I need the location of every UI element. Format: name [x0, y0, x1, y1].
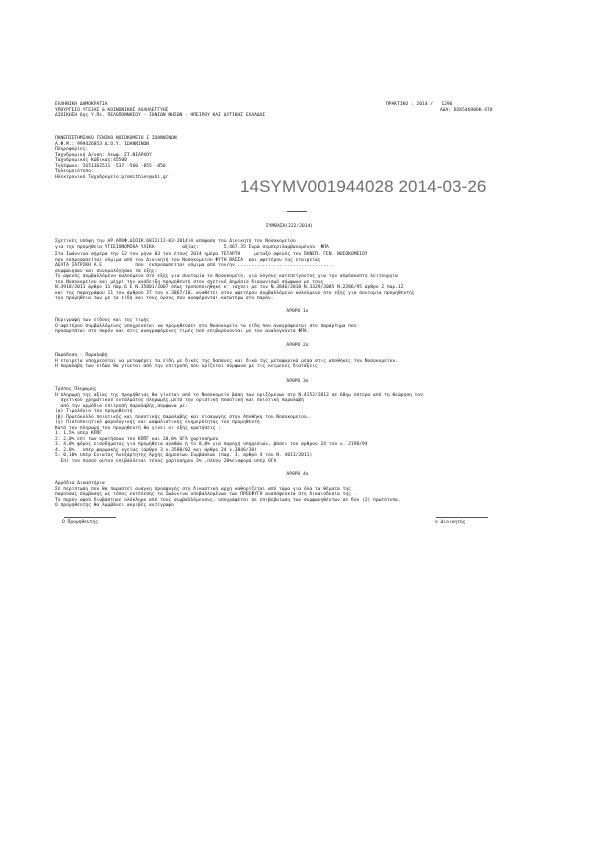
article-line: Ο προμηθευτής θα λαμβάνει ακριβές αντίγραφο	[55, 503, 174, 508]
article-heading: ΑΡΘΡΟ 3ο	[286, 379, 309, 384]
hospital-line: ΠΑΝΕΠΙΣΤΗΜΙΑΚΟ ΓΕΝΙΚΟ ΝΟΣΟΚΟΜΕΙΟ Ι ΙΩΑΝΝΙΝΩΝ	[55, 136, 177, 141]
header-line: ΕΛΛΗΝΙΚΗ ΔΗΜΟΚΡΑΤΙΑ	[55, 102, 108, 107]
article-line: Η εταιρεία υποχρεούται να μεταφέρει τα είδη με δικές της δαπάνες και δικά της μεταφορικά μέσα στις αποθήκες του Νοσοκομείου.	[55, 358, 398, 364]
ada-code: ΑΔΑ: ΒΙΚ546906Κ-47Θ	[440, 107, 493, 113]
intro-line: την προμήθεια των με τα είδη και τους όρους που αναφέρονται κατωτέρω στο παρόν.	[55, 296, 274, 301]
intro-line: Ν.3918/2011 άρθρο 11 παρ.6 Ε Ν.35801/2007 όπως τροποποιήθηκε κ' ισχύει με τον Ν.3846/2010 Ν.3329/2005 Ν.2286/95 άρθρο 2 παρ.12	[55, 285, 404, 290]
intro-line: και της παραγράφου 11 του άρθρου 27 του ν.3867/10, αναθέτει στον αφετέρου συμβαλλόμενο καλούμενο στο εξής για συντομία προμηθευτής	[55, 290, 415, 296]
article-line: Επί του ποσού αυτού επιβάλλεται τέλος χαρτοσήμου 3% ,πλέον 20%εισφορά υπέρ ΟΓΑ	[55, 458, 277, 464]
header-line: ΔΙΟΙΚΗΣΗ 6ης Υ.Πε. ΠΕΛΟΠΟΝΝΗΣΟΥ - ΙΟΝΙΩΝ ΝΗΣΩΝ - ΗΠΕΙΡΟΥ ΚΑΙ ΔΥΤΙΚΗΣ ΕΛΛΑΔΑΣ	[55, 113, 266, 118]
protocol-number: ΠΡΑΚΤΙΚΟ : 2014 / 1296	[386, 102, 453, 107]
signature-line-right	[436, 517, 488, 518]
stamp-underline	[287, 211, 307, 212]
article-line: σχετικού χρηματικού εντάλματος πληρωμής,μετά την οριστική ποσοτική και ποιοτική παραλαβή	[55, 398, 304, 403]
article-line: από την αρμόδια επιτροπή παραλαβής,σύμφωνα με:	[55, 403, 188, 409]
article-line: Κατά την πληρωμή του προμηθευτή θα γίνει οι εξής κρατήσεις :	[55, 425, 221, 431]
article-line: Ο αφετέρου συμβαλλόμενος υποχρεούται να προμηθεύσει στο Νοσοκομείο τα είδη που αναγράφονται στο παράρτημα που	[55, 323, 357, 329]
article-line: Περιγραφή των είδους και της τιμής	[55, 318, 150, 323]
director-signature-label: ο Διοικητής	[435, 520, 466, 525]
article-line: 5. 0,10% υπέρ Ενιαίας Ανεξάρτητης Αρχής Δημοσίων Συμβάσεων (παρ. 3, άρθρο 4 του Ν. 4013/2011)	[55, 453, 313, 458]
intro-line: Στα Ιωάννινα σήμερα την 12 του μήνα 03 του έτους 2014 ημέρα ΤΕΤΑΡΤΗ μεταξύ αφενός του ΠΑΝΕΠ. ΓΕΝ. ΝΟΣΟΚΟΜΕΙΟΥ	[55, 252, 368, 257]
hospital-line: Ταχυδρομική Δ/νση: Λεωφ. ΣΤ.ΝΙΑΡΧΟΥ	[55, 152, 152, 158]
article-line: Το παρόν αφού διαβάστηκε ολόκληρο από τους συμβαλλόμενους, υπογράφεται σε επιβεβαίωση των συμφωνηθέντων σε δύο (2) πρωτότυπα.	[55, 497, 401, 503]
intro-line: για την προμήθεια ΥΓΙΕΙΟΝΟΜΙΚΑ ΥΛΙΚΑ αξίας: 5,467.35 Ευρώ συμπεριλαμβανομένου ΦΠΑ	[55, 244, 329, 250]
article-line: 3. 4,0% φόρος εισοδήματος για προμήθεια αγαθών ή το 8,0% για παροχή υπηρεσιών, βάσει του άρθρου 24 του ν. 2198/94	[55, 442, 368, 447]
intro-line: ΔΕΛΤΑ ΙΑΤΡΙΚΗ Α.Ε που εκπροσωπείται νόμιμα από τον/ην ...................................	[55, 263, 335, 268]
hospital-line: Τηλέφωνο: 2651362511 -537 -560 -855 -856	[55, 163, 166, 169]
article-line: προσαρτάται στο παρόν και στις αναγραφόμενες τιμές πού επιβαρύνονται με τον αναλογούντα ΦΠΑ.	[55, 329, 310, 334]
article-line: Τρόπος Πληρωμής	[55, 387, 97, 392]
article-line: 1. 1,5% υπέρ ΚΠΠΓ	[55, 431, 103, 436]
article-line: (α) Τιμολόγιο του προμηθευτή	[55, 409, 133, 414]
article-line: παρούσας σύμβασης ως τόπος εκτέλεσης τα Ιωάννινα υποβαλλομένων των ΠΡΟΣΦΥΓΗ αναπόφευκτα στη δικαιοδοσία της .	[55, 492, 357, 497]
supplier-signature-label: Ο Προμηθευτής	[62, 520, 98, 525]
article-line: Η πληρωμή της αξίας της προμήθειας θα γίνεται από το Νοσοκομείο βάση των οριζόμενων στο Ν.4152/2013 σε 60ημ ύστερα από τη θεώρηση του	[55, 392, 423, 398]
article-line: Παράδοση - Παραλαβή	[55, 353, 108, 358]
hospital-line: Πληροφορίες:	[55, 147, 89, 152]
document-stamp: 14SYMV001944028 2014-03-26	[240, 177, 487, 196]
article-line: Η παραλαβή των ειδών θα γίνεται από την επιτροπή που ορίζεται σύμφωνα με τις κείμενες διατάξεις	[55, 364, 318, 369]
hospital-email: Ηλεκτρονικό Ταχυδρομείο:promithies@uhi.gr	[55, 174, 169, 180]
intro-line: του Νοσοκομείου και μέχρι την ανάδειξη προμηθευτή στον σχετικό Δημόσιο διαγωνισμό σύμφωνα με τους	[55, 279, 324, 285]
article-line: Σε περίπτωση που θα παραστεί ανάγκη προσφυγής στη δικαστική αρχή καθορίζεται από τώρα για όλα τα θέματα της	[55, 486, 351, 492]
intro-line: Το αφενός συμβαλλόμενο καλούμενο στο εξής για συντομία το Νοσοκομείο, για λόγους κατεπείγοντος για την απρόσκοπτη λειτουργία	[55, 274, 398, 279]
intro-line: συμφώνησαν και συνομολόγησαν τα εξής:	[55, 268, 158, 274]
intro-line: που εκπροσωπείται νόμιμα από τον Διοικητή του Νοσοκομείου ΦΥΤΗ ΒΑΣΣΑ και αφετέρου της εταιρείας	[55, 257, 321, 263]
article-line: (β) Πρωτόκολλο ποιοτικής και ποσοτικής παραλαβής και εισαγωγής στην Αποθήκη του Νοσοκομείου.	[55, 414, 310, 420]
contract-title: ΣΥΜΒΑΣΗ(222/2014)	[266, 224, 314, 229]
article-heading: ΑΡΘΡΟ 1ο	[286, 309, 309, 314]
intro-line: Σχετικές υπόψη την ΑΡ.ΑΠΟΦ.ΔΙΟΙΚ.6812(12-03-2014)Α απόφαση του Διοικητή του Νοσοκομείου	[55, 239, 296, 244]
article-line: (γ) Πιστοποιητικό φορολογικής και ασφαλιστικής ενημερότητας του προμηθευτή	[55, 420, 260, 425]
header-line: ΥΠΟΥΡΓΕΙΟ ΥΓΕΙΑΣ & ΚΟΙΝΩΝΙΚΗΣ ΑΛΛΗΛΕΓΓΥΗΣ	[55, 107, 169, 113]
hospital-line: Α.Φ.Μ.: 999426853 Δ.Ο.Υ. ΙΩΑΝΝΙΝΩΝ	[55, 141, 150, 147]
article-heading: ΑΡΘΡΟ 2ο	[286, 343, 309, 348]
article-line: 2. 2,0% επί των κρατήσεων του ΚΠΠΓ και 20,0% ΟΓΑ χαρτοσήμου	[55, 436, 219, 442]
hospital-line: Ταχυδρομικός Κώδικας:45500	[55, 158, 127, 163]
article-line: Αρμόδια Δικαστήρια	[55, 481, 105, 486]
signature-line-left	[64, 517, 116, 518]
article-heading: ΑΡΘΡΟ 4ο	[286, 472, 309, 477]
article-line: 4. 2,0% υπέρ φαρμακής υγείας (άρθρο 3 ν.3580/02 και άρθρο 24 ν.3846/10)	[55, 447, 257, 453]
hospital-line: Τηλεομοιότυπο:	[55, 169, 94, 174]
